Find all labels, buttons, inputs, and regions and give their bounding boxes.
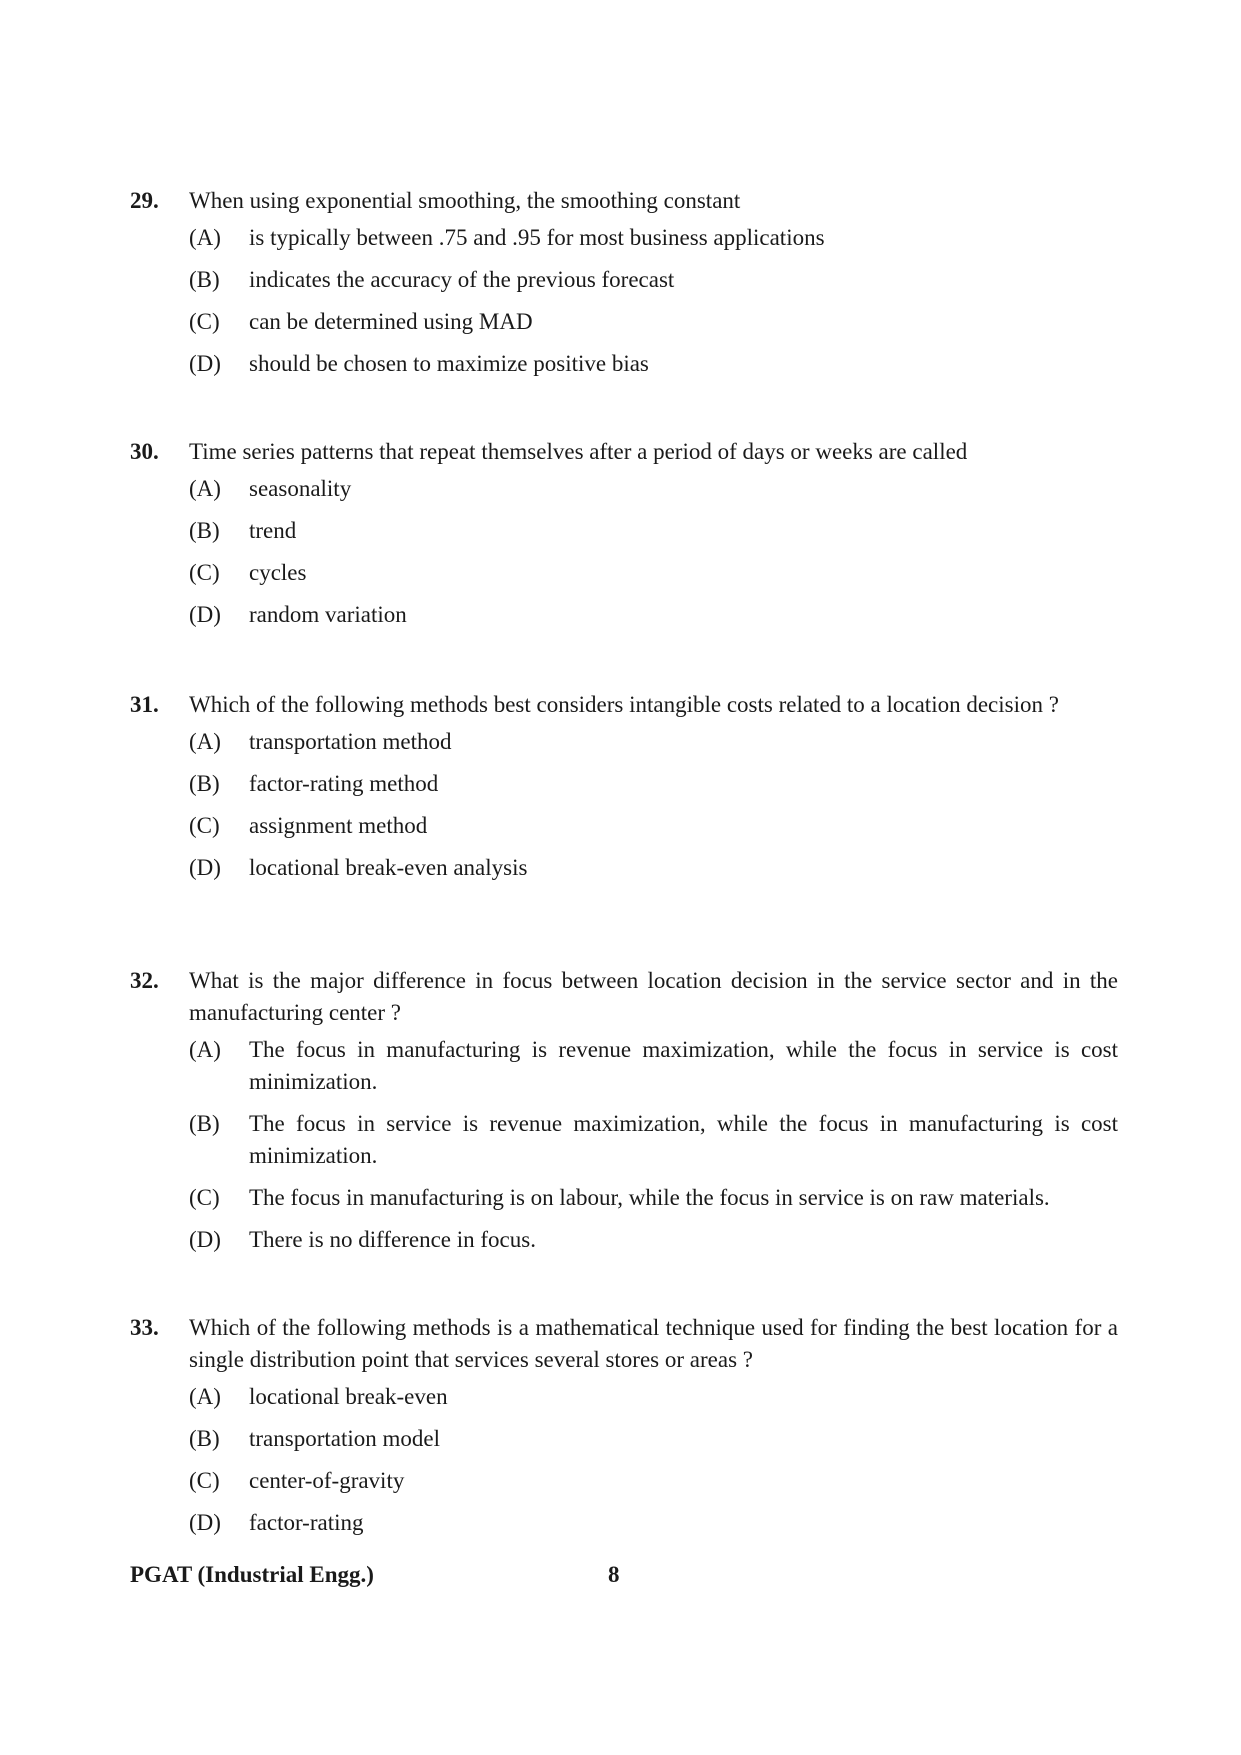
question-stem	[130, 1312, 1118, 1376]
option-b	[189, 515, 1118, 547]
option-text: can be determined using MAD	[249, 309, 533, 334]
option-b	[189, 768, 1118, 800]
question-30	[130, 436, 1118, 641]
option-letter: (C)	[189, 560, 220, 585]
option-letter: (A)	[189, 225, 221, 250]
option-text: center-of-gravity	[249, 1468, 405, 1493]
option-c	[189, 1465, 1118, 1497]
option-text: seasonality	[249, 476, 352, 501]
options-list	[189, 1381, 1118, 1539]
question-stem	[130, 436, 1118, 468]
option-text: factor-rating	[249, 1510, 364, 1535]
option-text: assignment method	[249, 813, 428, 838]
option-text: transportation method	[249, 729, 452, 754]
option-letter: (C)	[189, 813, 220, 838]
option-letter: (A)	[189, 476, 221, 501]
option-letter: (D)	[189, 351, 221, 376]
option-a	[189, 1034, 1118, 1098]
option-text: indicates the accuracy of the previous forecast	[249, 267, 675, 292]
option-letter: (B)	[189, 1111, 220, 1136]
option-letter: (B)	[189, 771, 220, 796]
option-letter: (A)	[189, 729, 221, 754]
question-number: 30.	[130, 439, 159, 464]
option-c	[189, 810, 1118, 842]
question-31	[130, 689, 1118, 894]
option-letter: (C)	[189, 1468, 220, 1493]
question-number: 31.	[130, 692, 159, 717]
options-list	[189, 473, 1118, 631]
option-text: trend	[249, 518, 297, 543]
option-c	[189, 557, 1118, 589]
question-text: Which of the following methods is a mathematical technique used for finding the best location for a single distribution point that services several stores or areas ?	[189, 1315, 1118, 1372]
option-letter: (D)	[189, 1227, 221, 1252]
page-number: 8	[608, 1562, 620, 1587]
option-text: is typically between .75 and .95 for most business applications	[249, 225, 825, 250]
options-list	[189, 222, 1118, 380]
question-text: What is the major difference in focus between location decision in the service sector and in the manufacturing center ?	[189, 968, 1118, 1025]
option-c	[189, 306, 1118, 338]
option-letter: (C)	[189, 1185, 220, 1210]
option-text: should be chosen to maximize positive bias	[249, 351, 649, 376]
option-a	[189, 222, 1118, 254]
option-d	[189, 1507, 1118, 1539]
option-text: The focus in service is revenue maximization, while the focus in manufacturing is cost minimization.	[249, 1111, 1118, 1168]
option-b	[189, 1423, 1118, 1455]
option-text: factor-rating method	[249, 771, 439, 796]
option-text: There is no difference in focus.	[249, 1227, 536, 1252]
question-text: Time series patterns that repeat themselves after a period of days or weeks are called	[189, 439, 968, 464]
option-text: The focus in manufacturing is on labour, while the focus in service is on raw materials.	[249, 1185, 1050, 1210]
footer-subject: PGAT (Industrial Engg.)	[130, 1562, 374, 1587]
option-letter: (D)	[189, 1510, 221, 1535]
options-list	[189, 1034, 1118, 1256]
question-text: Which of the following methods best considers intangible costs related to a location decision ?	[189, 692, 1059, 717]
option-a	[189, 726, 1118, 758]
option-b	[189, 264, 1118, 296]
option-text: locational break-even analysis	[249, 855, 528, 880]
option-text: locational break-even	[249, 1384, 448, 1409]
option-letter: (B)	[189, 1426, 220, 1451]
options-list	[189, 726, 1118, 884]
question-32	[130, 965, 1118, 1266]
question-number: 32.	[130, 968, 159, 993]
question-stem	[130, 185, 1118, 217]
option-a	[189, 1381, 1118, 1413]
question-stem	[130, 689, 1118, 721]
option-text: transportation model	[249, 1426, 440, 1451]
option-text: cycles	[249, 560, 307, 585]
option-d	[189, 852, 1118, 884]
question-stem	[130, 965, 1118, 1029]
option-letter: (A)	[189, 1384, 221, 1409]
option-d	[189, 1224, 1118, 1256]
option-letter: (B)	[189, 267, 220, 292]
option-c	[189, 1182, 1118, 1214]
question-number: 33.	[130, 1315, 159, 1340]
option-letter: (C)	[189, 309, 220, 334]
option-text: The focus in manufacturing is revenue maximization, while the focus in service is cost minimization.	[249, 1037, 1118, 1094]
question-33	[130, 1312, 1118, 1549]
question-text: When using exponential smoothing, the smoothing constant	[189, 188, 741, 213]
option-letter: (D)	[189, 855, 221, 880]
option-d	[189, 348, 1118, 380]
option-letter: (D)	[189, 602, 221, 627]
option-letter: (B)	[189, 518, 220, 543]
question-29	[130, 185, 1118, 390]
option-a	[189, 473, 1118, 505]
option-letter: (A)	[189, 1037, 221, 1062]
option-d	[189, 599, 1118, 631]
option-b	[189, 1108, 1118, 1172]
option-text: random variation	[249, 602, 407, 627]
question-number: 29.	[130, 188, 159, 213]
